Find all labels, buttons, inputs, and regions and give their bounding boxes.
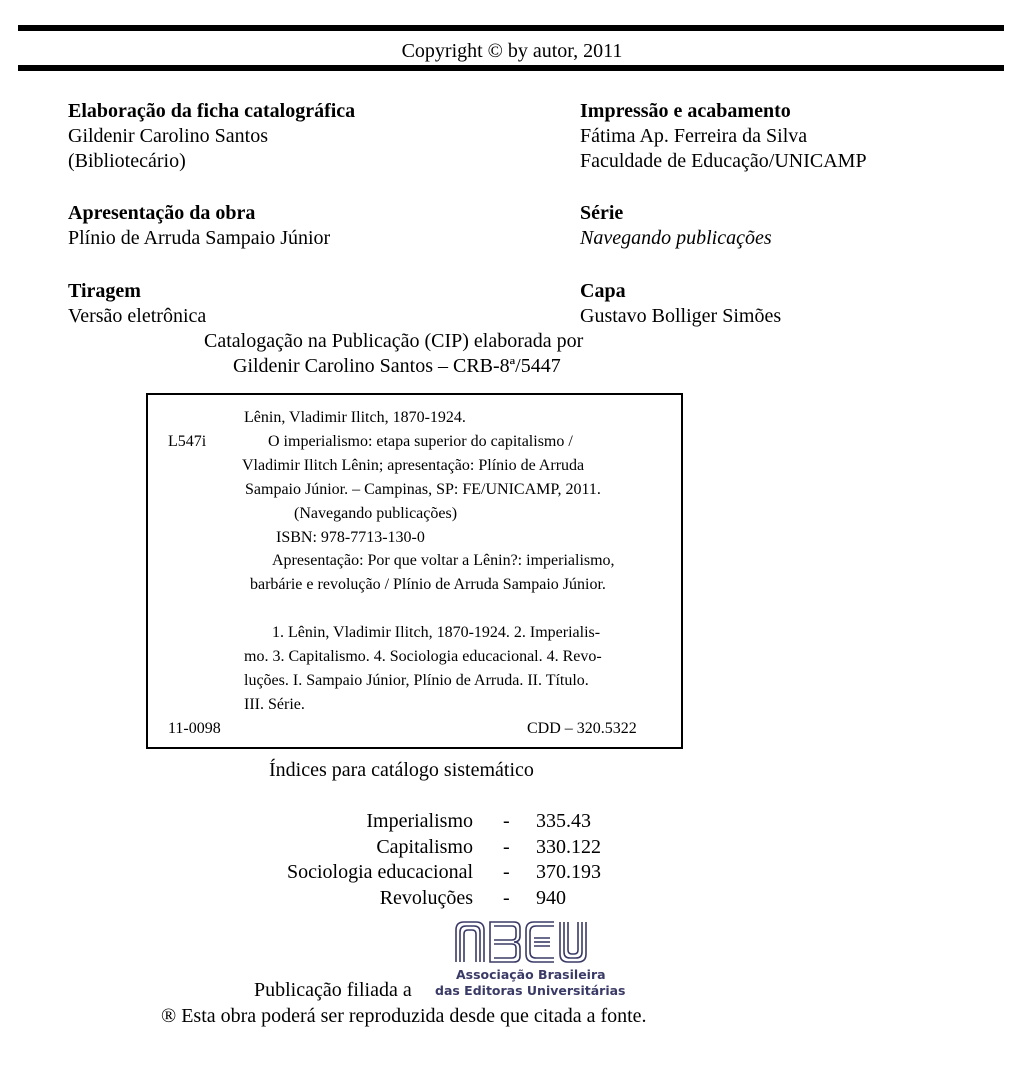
credit-value: Versão eletrônica [68, 305, 207, 327]
credit-heading: Elaboração da ficha catalográfica [68, 100, 356, 122]
card-line: luções. I. Sampaio Júnior, Plínio de Arruda. II. Título. [244, 672, 589, 689]
index-term: Revoluções [379, 887, 473, 909]
abeu-name-line-2: das Editoras Universitárias [435, 983, 626, 998]
index-separator: - [503, 836, 510, 858]
index-title: Índices para catálogo sistemático [269, 759, 534, 781]
abeu-logo-icon [450, 920, 590, 964]
credit-apresentacao [68, 201, 330, 251]
cip-line-2: Gildenir Carolino Santos – CRB-8ª/5447 [233, 355, 561, 377]
credit-value: Gustavo Bolliger Simões [580, 305, 782, 327]
credit-serie [580, 201, 772, 251]
card-cdd: CDD – 320.5322 [527, 720, 637, 737]
card-line: Apresentação: Por que voltar a Lênin?: imperialismo, [272, 552, 615, 569]
index-separator: - [503, 887, 510, 909]
card-author: Lênin, Vladimir Ilitch, 1870-1924. [244, 409, 466, 426]
index-code: 330.122 [536, 836, 601, 858]
index-code: 940 [536, 887, 566, 909]
card-line: O imperialismo: etapa superior do capitalismo / [268, 433, 573, 450]
card-line: barbárie e revolução / Plínio de Arruda Sampaio Júnior. [250, 576, 606, 593]
credit-value: (Bibliotecário) [68, 150, 186, 172]
index-term: Imperialismo [366, 810, 473, 832]
credit-impressao [580, 99, 867, 174]
credit-capa [580, 279, 781, 329]
credit-heading: Apresentação da obra [68, 202, 256, 224]
credit-heading: Capa [580, 280, 626, 302]
card-control-number: 11-0098 [168, 720, 221, 737]
card-call-number: L547i [168, 433, 207, 450]
credit-ficha [68, 99, 355, 174]
top-rule [18, 25, 1004, 31]
card-line: ISBN: 978-7713-130-0 [276, 529, 425, 546]
card-line: mo. 3. Capitalismo. 4. Sociologia educacional. 4. Revo- [244, 648, 602, 665]
affiliation-text: Publicação filiada a [254, 979, 412, 1001]
abeu-name-line-1: Associação Brasileira [456, 967, 606, 982]
index-code: 335.43 [536, 810, 591, 832]
credit-value: Faculdade de Educação/UNICAMP [580, 150, 867, 172]
catalog-card [146, 393, 683, 749]
index-separator: - [503, 810, 510, 832]
cip-line-1: Catalogação na Publicação (CIP) elaborada por [204, 330, 584, 352]
index-term: Sociologia educacional [286, 861, 473, 883]
credit-heading: Série [580, 202, 624, 224]
card-line: (Navegando publicações) [294, 505, 458, 522]
credit-tiragem [68, 279, 206, 329]
credit-value: Gildenir Carolino Santos [68, 125, 268, 147]
credit-heading: Tiragem [68, 280, 141, 302]
card-line: Vladimir Ilitch Lênin; apresentação: Plínio de Arruda [242, 457, 585, 474]
credit-value: Plínio de Arruda Sampaio Júnior [68, 227, 331, 249]
card-line: III. Série. [244, 696, 305, 713]
card-line: 1. Lênin, Vladimir Ilitch, 1870-1924. 2. Imperialis- [272, 624, 601, 641]
copyright-line: Copyright © by autor, 2011 [401, 40, 623, 62]
credit-value: Fátima Ap. Ferreira da Silva [580, 125, 808, 147]
index-separator: - [503, 861, 510, 883]
abeu-logo [450, 920, 590, 969]
header-bottom-rule [18, 65, 1004, 71]
index-code: 370.193 [536, 861, 601, 883]
card-line: Sampaio Júnior. – Campinas, SP: FE/UNICAMP, 2011. [245, 481, 601, 498]
credit-heading: Impressão e acabamento [580, 100, 791, 122]
credit-value: Navegando publicações [580, 227, 772, 249]
index-term: Capitalismo [376, 836, 473, 858]
reproduction-notice: ® Esta obra poderá ser reproduzida desde que citada a fonte. [161, 1005, 647, 1027]
